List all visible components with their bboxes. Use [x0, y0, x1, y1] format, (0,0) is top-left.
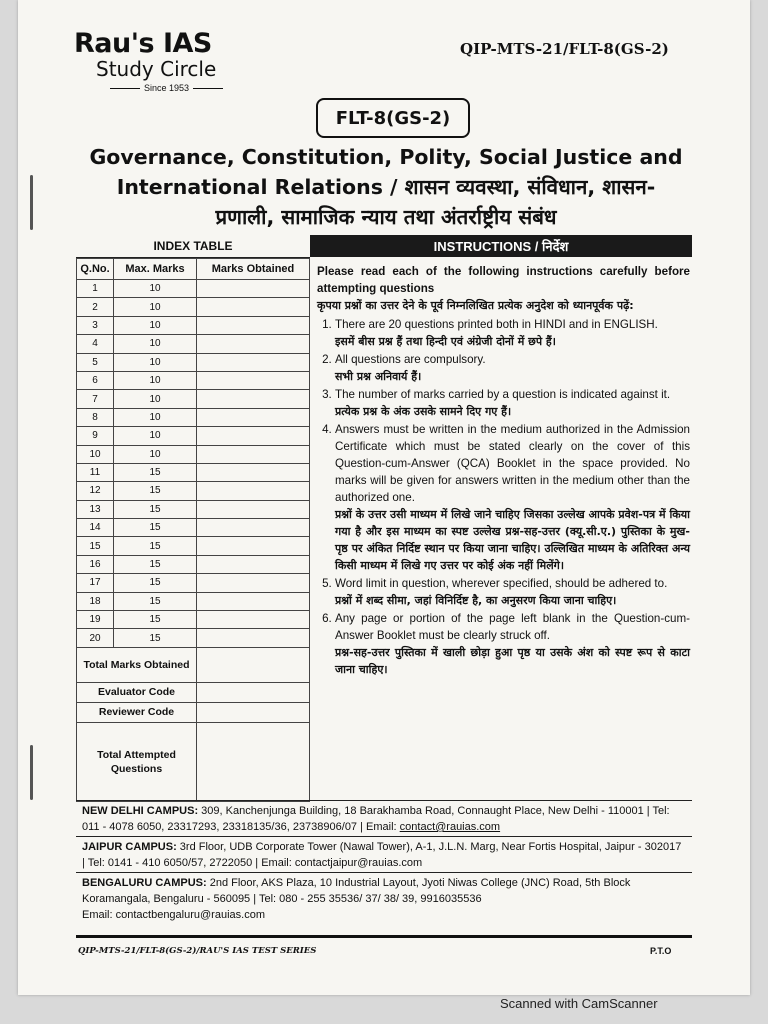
max-marks-cell: 10 — [114, 408, 197, 426]
marks-obtained-cell — [197, 629, 310, 647]
qno-cell: 17 — [77, 574, 114, 592]
index-table — [76, 235, 310, 802]
qno-cell: 4 — [77, 335, 114, 353]
delhi-email[interactable]: contact@rauias.com — [399, 821, 501, 833]
jaipur-label: JAIPUR CAMPUS: — [82, 841, 177, 853]
table-row — [77, 629, 310, 647]
max-marks-cell: 10 — [114, 335, 197, 353]
instructions-panel — [310, 235, 692, 679]
table-row — [77, 298, 310, 316]
reviewer-code-label: Reviewer Code — [77, 702, 197, 722]
instructions-title: INSTRUCTIONS / निर्देश — [310, 235, 692, 257]
marks-obtained-cell — [197, 537, 310, 555]
qno-cell: 2 — [77, 298, 114, 316]
marks-obtained-cell — [197, 280, 310, 298]
marks-obtained-cell — [197, 592, 310, 610]
total-attempted-label: Total Attempted Questions — [77, 722, 197, 801]
max-marks-cell: 10 — [114, 298, 197, 316]
table-row — [77, 463, 310, 481]
table-row — [77, 408, 310, 426]
rau-ias-logo — [74, 28, 223, 93]
bengaluru-campus — [76, 872, 692, 925]
footer-series: QIP-MTS-21/FLT-8(GS-2)/RAU'S IAS TEST SERIES — [78, 946, 317, 956]
marks-obtained-cell — [197, 555, 310, 573]
qno-cell: 13 — [77, 500, 114, 518]
table-row — [77, 445, 310, 463]
col-qno: Q.No. — [77, 259, 114, 280]
logo-since: Since 1953 — [110, 83, 223, 93]
qno-cell: 7 — [77, 390, 114, 408]
instruction-item — [335, 386, 690, 420]
max-marks-cell: 15 — [114, 537, 197, 555]
test-code: QIP-MTS-21/FLT-8(GS-2) — [460, 40, 669, 58]
qno-cell: 10 — [77, 445, 114, 463]
max-marks-cell: 15 — [114, 482, 197, 500]
max-marks-cell: 10 — [114, 427, 197, 445]
bengaluru-text: 2nd Floor, AKS Plaza, 10 Industrial Layout, Jyoti Niwas College (JNC) Road, 5th Block Koramangala, Bengaluru - 560095 | Tel: 080 - 255 35536/ 37/ 38/ 39, 9916035536 — [82, 877, 631, 905]
table-row — [77, 555, 310, 573]
qno-cell: 14 — [77, 519, 114, 537]
binding-staple — [30, 745, 33, 800]
marks-obtained-cell — [197, 298, 310, 316]
qno-cell: 11 — [77, 463, 114, 481]
qno-cell: 20 — [77, 629, 114, 647]
instruction-en: 5. Word limit in question, wherever specified, should be adhered to. — [335, 577, 668, 590]
col-max-marks: Max. Marks — [114, 259, 197, 280]
qno-cell: 3 — [77, 316, 114, 334]
logo-subtitle: Study Circle — [96, 57, 217, 81]
footer-rule — [76, 935, 692, 938]
index-table-title: INDEX TABLE — [76, 235, 310, 258]
table-row — [77, 574, 310, 592]
table-row — [77, 371, 310, 389]
instruction-item — [335, 610, 690, 678]
marks-obtained-cell — [197, 445, 310, 463]
delhi-text: 309, Kanchenjunga Building, 18 Barakhamba Road, Connaught Place, New Delhi - 110001 | Tel: 011 - 4078 6050, 23317293, 23318135/36, 23738906/07 | Email: — [82, 805, 670, 833]
max-marks-cell: 10 — [114, 316, 197, 334]
max-marks-cell: 10 — [114, 390, 197, 408]
marks-obtained-cell — [197, 482, 310, 500]
max-marks-cell: 15 — [114, 592, 197, 610]
intro-hi: कृपया प्रश्नों का उत्तर देने के पूर्व निम्नलिखित प्रत्येक अनुदेश को ध्यानपूर्वक पढ़ें: — [317, 299, 634, 312]
max-marks-cell: 10 — [114, 445, 197, 463]
instruction-hi: इसमें बीस प्रश्न हैं तथा हिन्दी एवं अंग्रेजी दोनों में छपे हैं। — [335, 335, 556, 348]
marks-obtained-cell — [197, 500, 310, 518]
logo-name: Rau's IAS — [74, 28, 212, 59]
instruction-item — [335, 351, 690, 385]
footer-pto: P.T.O — [650, 946, 672, 956]
delhi-campus — [76, 800, 692, 837]
binding-staple — [30, 175, 33, 230]
qno-cell: 8 — [77, 408, 114, 426]
max-marks-cell: 15 — [114, 463, 197, 481]
evaluator-code-cell — [197, 682, 310, 702]
instruction-en: 1. There are 20 questions printed both in HINDI and in ENGLISH. — [335, 318, 658, 331]
bengaluru-label: BENGALURU CAMPUS: — [82, 877, 207, 889]
marks-obtained-cell — [197, 371, 310, 389]
qno-cell: 15 — [77, 537, 114, 555]
instruction-en: 6. Any page or portion of the page left blank in the Question-cum-Answer Booklet must be clearly struck off. — [335, 612, 690, 642]
table-row — [77, 280, 310, 298]
instruction-en: 4. Answers must be written in the medium authorized in the Admission Certificate which must be stated clearly on the cover of this Question-cum-Answer (QCA) Booklet in the space provided. No marks will be given for answers written in the medium other than the authorized one. — [335, 423, 690, 504]
qno-cell: 19 — [77, 611, 114, 629]
instruction-hi: प्रश्न-सह-उत्तर पुस्तिका में खाली छोड़ा हुआ पृष्ठ या उसके अंश को स्पष्ट रूप से काटा जाना चाहिए। — [335, 646, 690, 676]
jaipur-text: 3rd Floor, UDB Corporate Tower (Nawal Tower), A-1, J.L.N. Marg, Near Fortis Hospital, Jaipur - 302017 | Tel: 0141 - 410 6050/57, 2722050 | Email: contactjaipur@rauias.com — [82, 841, 682, 869]
total-attempted-cell — [197, 722, 310, 801]
title-line: Governance, Constitution, Polity, Social Justice and — [89, 145, 683, 169]
qno-cell: 16 — [77, 555, 114, 573]
instruction-item — [335, 316, 690, 350]
qno-cell: 6 — [77, 371, 114, 389]
marks-obtained-cell — [197, 463, 310, 481]
table-row — [77, 353, 310, 371]
instruction-item — [335, 421, 690, 574]
instruction-hi: प्रत्येक प्रश्न के अंक उसके सामने दिए गए हैं। — [335, 405, 512, 418]
max-marks-cell: 10 — [114, 371, 197, 389]
scanner-watermark: Scanned with CamScanner — [500, 996, 658, 1011]
flt-label-box: FLT-8(GS-2) — [316, 98, 470, 138]
instruction-en: 3. The number of marks carried by a question is indicated against it. — [335, 388, 671, 401]
marks-obtained-cell — [197, 353, 310, 371]
marks-obtained-cell — [197, 519, 310, 537]
reviewer-code-cell — [197, 702, 310, 722]
marks-obtained-cell — [197, 611, 310, 629]
instruction-en: 2. All questions are compulsory. — [335, 353, 486, 366]
table-row — [77, 611, 310, 629]
total-marks-cell — [197, 647, 310, 682]
qno-cell: 18 — [77, 592, 114, 610]
table-row — [77, 335, 310, 353]
marks-obtained-cell — [197, 574, 310, 592]
table-row — [77, 390, 310, 408]
instructions-list — [317, 316, 690, 678]
qno-cell: 1 — [77, 280, 114, 298]
marks-obtained-cell — [197, 335, 310, 353]
max-marks-cell: 15 — [114, 611, 197, 629]
instruction-hi: प्रश्नों के उत्तर उसी माध्यम में लिखे जाने चाहिए जिसका उल्लेख आपके प्रवेश-पत्र में किया गया है और इस माध्यम का स्पष्ट उल्लेख प्रश्न-सह-उत्तर (क्यू.सी.ए.) पुस्तिका के मुख-पृष्ठ पर अंकित निर्दिष्ट स्थान पर किया जाना चाहिए। उल्लिखित माध्यम के अतिरिक्त अन्य किसी माध्यम में लिखे गए उत्तर पर कोई अंक नहीं मिलेंगे। — [335, 508, 690, 572]
table-row — [77, 427, 310, 445]
evaluator-code-label: Evaluator Code — [77, 682, 197, 702]
marks-obtained-cell — [197, 408, 310, 426]
delhi-label: NEW DELHI CAMPUS: — [82, 805, 199, 817]
max-marks-cell: 15 — [114, 629, 197, 647]
total-marks-label: Total Marks Obtained — [77, 647, 197, 682]
jaipur-campus — [76, 836, 692, 873]
table-row — [77, 500, 310, 518]
table-row — [77, 592, 310, 610]
max-marks-cell: 15 — [114, 500, 197, 518]
max-marks-cell: 10 — [114, 353, 197, 371]
max-marks-cell: 15 — [114, 555, 197, 573]
title-line: International Relations / शासन व्यवस्था, संविधान, शासन- — [116, 175, 656, 199]
intro-en: Please read each of the following instructions carefully before attempting questions — [317, 265, 690, 295]
table-row — [77, 482, 310, 500]
paper-title — [86, 142, 686, 232]
bengaluru-email: Email: contactbengaluru@rauias.com — [82, 909, 265, 921]
instruction-item — [335, 575, 690, 609]
qno-cell: 12 — [77, 482, 114, 500]
qno-cell: 5 — [77, 353, 114, 371]
marks-obtained-cell — [197, 316, 310, 334]
title-line: प्रणाली, सामाजिक न्याय तथा अंतर्राष्ट्रीय संबंध — [215, 205, 557, 229]
max-marks-cell: 15 — [114, 519, 197, 537]
qno-cell: 9 — [77, 427, 114, 445]
instruction-hi: प्रश्नों में शब्द सीमा, जहां विनिर्दिष्ट है, का अनुसरण किया जाना चाहिए। — [335, 594, 617, 607]
marks-obtained-cell — [197, 390, 310, 408]
instruction-hi: सभी प्रश्न अनिवार्य हैं। — [335, 370, 422, 383]
max-marks-cell: 15 — [114, 574, 197, 592]
marks-table — [76, 258, 310, 802]
marks-obtained-cell — [197, 427, 310, 445]
max-marks-cell: 10 — [114, 280, 197, 298]
table-row — [77, 316, 310, 334]
table-row — [77, 519, 310, 537]
table-row — [77, 537, 310, 555]
col-marks-obtained: Marks Obtained — [197, 259, 310, 280]
